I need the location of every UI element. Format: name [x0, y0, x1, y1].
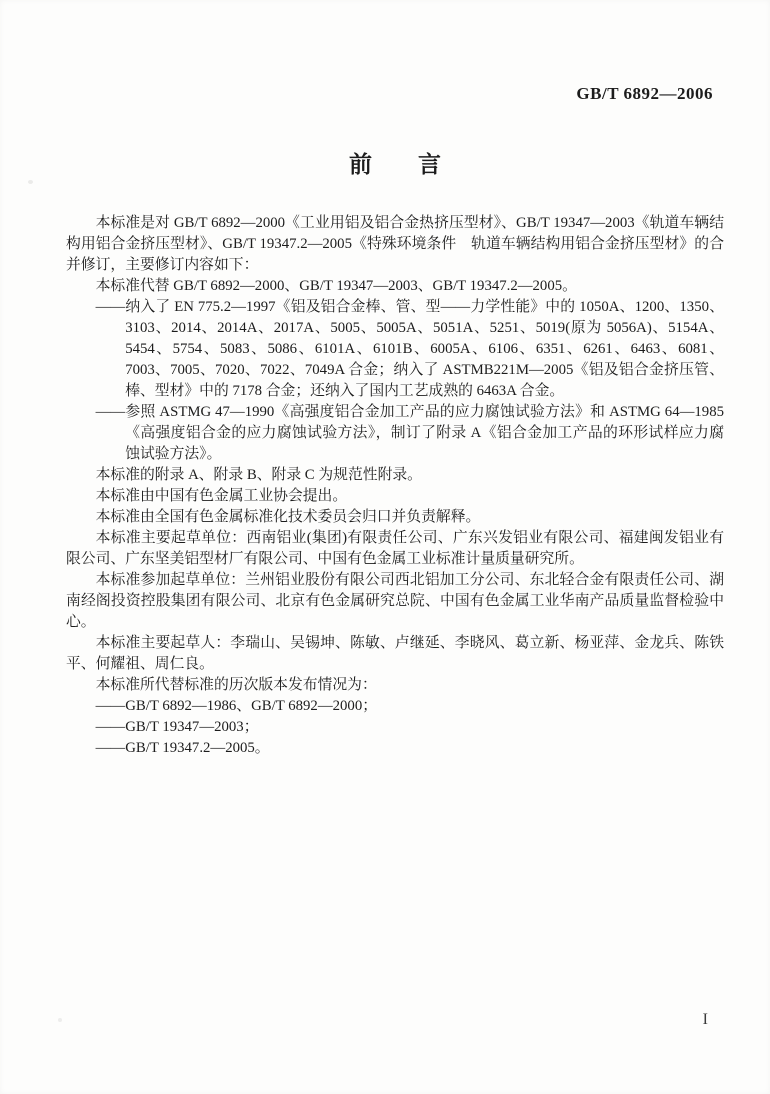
foreword-body	[66, 213, 724, 759]
foreword-paragraph: ——GB/T 19347.2—2005。	[95, 740, 270, 756]
foreword-paragraph: 本标准由中国有色金属工业协会提出。	[95, 488, 348, 504]
scan-artifact	[28, 180, 33, 184]
page-title: 前 言	[349, 151, 441, 177]
foreword-paragraph: 本标准主要起草单位：西南铝业(集团)有限责任公司、广东兴发铝业有限公司、福建闽发铝业有限公司、广东坚美铝型材厂有限公司、中国有色金属工业标准计量质量研究所。	[66, 530, 724, 567]
foreword-paragraph: 本标准是对 GB/T 6892—2000《工业用铝及铝合金热挤压型材》、GB/T 19347—2003《轨道车辆结构用铝合金挤压型材》、GB/T 19347.2—2005《特殊环境条件 轨道车辆结构用铝合金挤压型材》的合并修订，主要修订内容如下：	[66, 215, 724, 273]
foreword-paragraph: ——GB/T 19347—2003；	[95, 719, 259, 735]
foreword-paragraph: ——参照 ASTMG 47—1990《高强度铝合金加工产品的应力腐蚀试验方法》和 ASTMG 64—1985《高强度铝合金的应力腐蚀试验方法》，制订了附录 A《铝合金加工产品的环形试样应力腐蚀试验方法》。	[95, 404, 724, 462]
foreword-paragraph: 本标准由全国有色金属标准化技术委员会归口并负责解释。	[95, 509, 481, 525]
foreword-paragraph: ——纳入了 EN 775.2—1997《铝及铝合金棒、管、型——力学性能》中的 1050A、1200、1350、3103、2014、2014A、2017A、5005、5005A、5051A、5251、5019(原为 5056A)、5154A、5454、5754、5083、5086、6101A、6101B、6005A、6106、6351、6261、6463、6081、7003、7005、7020、7022、7049A 合金；纳入了 ASTMB221M—2005《铝及铝合金挤压管、棒、型材》中的 7178 合金；还纳入了国内工艺成熟的 6463A 合金。	[95, 299, 724, 399]
page-number: I	[702, 1011, 708, 1028]
foreword-paragraph: 本标准的附录 A、附录 B、附录 C 为规范性附录。	[95, 467, 422, 483]
foreword-paragraph: ——GB/T 6892—1986、GB/T 6892—2000；	[95, 698, 378, 714]
foreword-paragraph: 本标准代替 GB/T 6892—2000、GB/T 19347—2003、GB/T 19347.2—2005。	[95, 278, 577, 294]
foreword-paragraph: 本标准参加起草单位：兰州铝业股份有限公司西北铝加工分公司、东北轻合金有限责任公司、湖南经阁投资控股集团有限公司、北京有色金属研究总院、中国有色金属工业华南产品质量监督检验中心。	[66, 572, 724, 630]
standard-number: GB/T 6892—2006	[576, 84, 713, 103]
foreword-paragraph: 本标准所代替标准的历次版本发布情况为：	[95, 677, 377, 693]
foreword-paragraph: 本标准主要起草人：李瑞山、吴锡坤、陈敏、卢继延、李晓风、葛立新、杨亚萍、金龙兵、陈铁平、何耀祖、周仁良。	[66, 635, 724, 672]
scan-artifact	[58, 1018, 62, 1022]
